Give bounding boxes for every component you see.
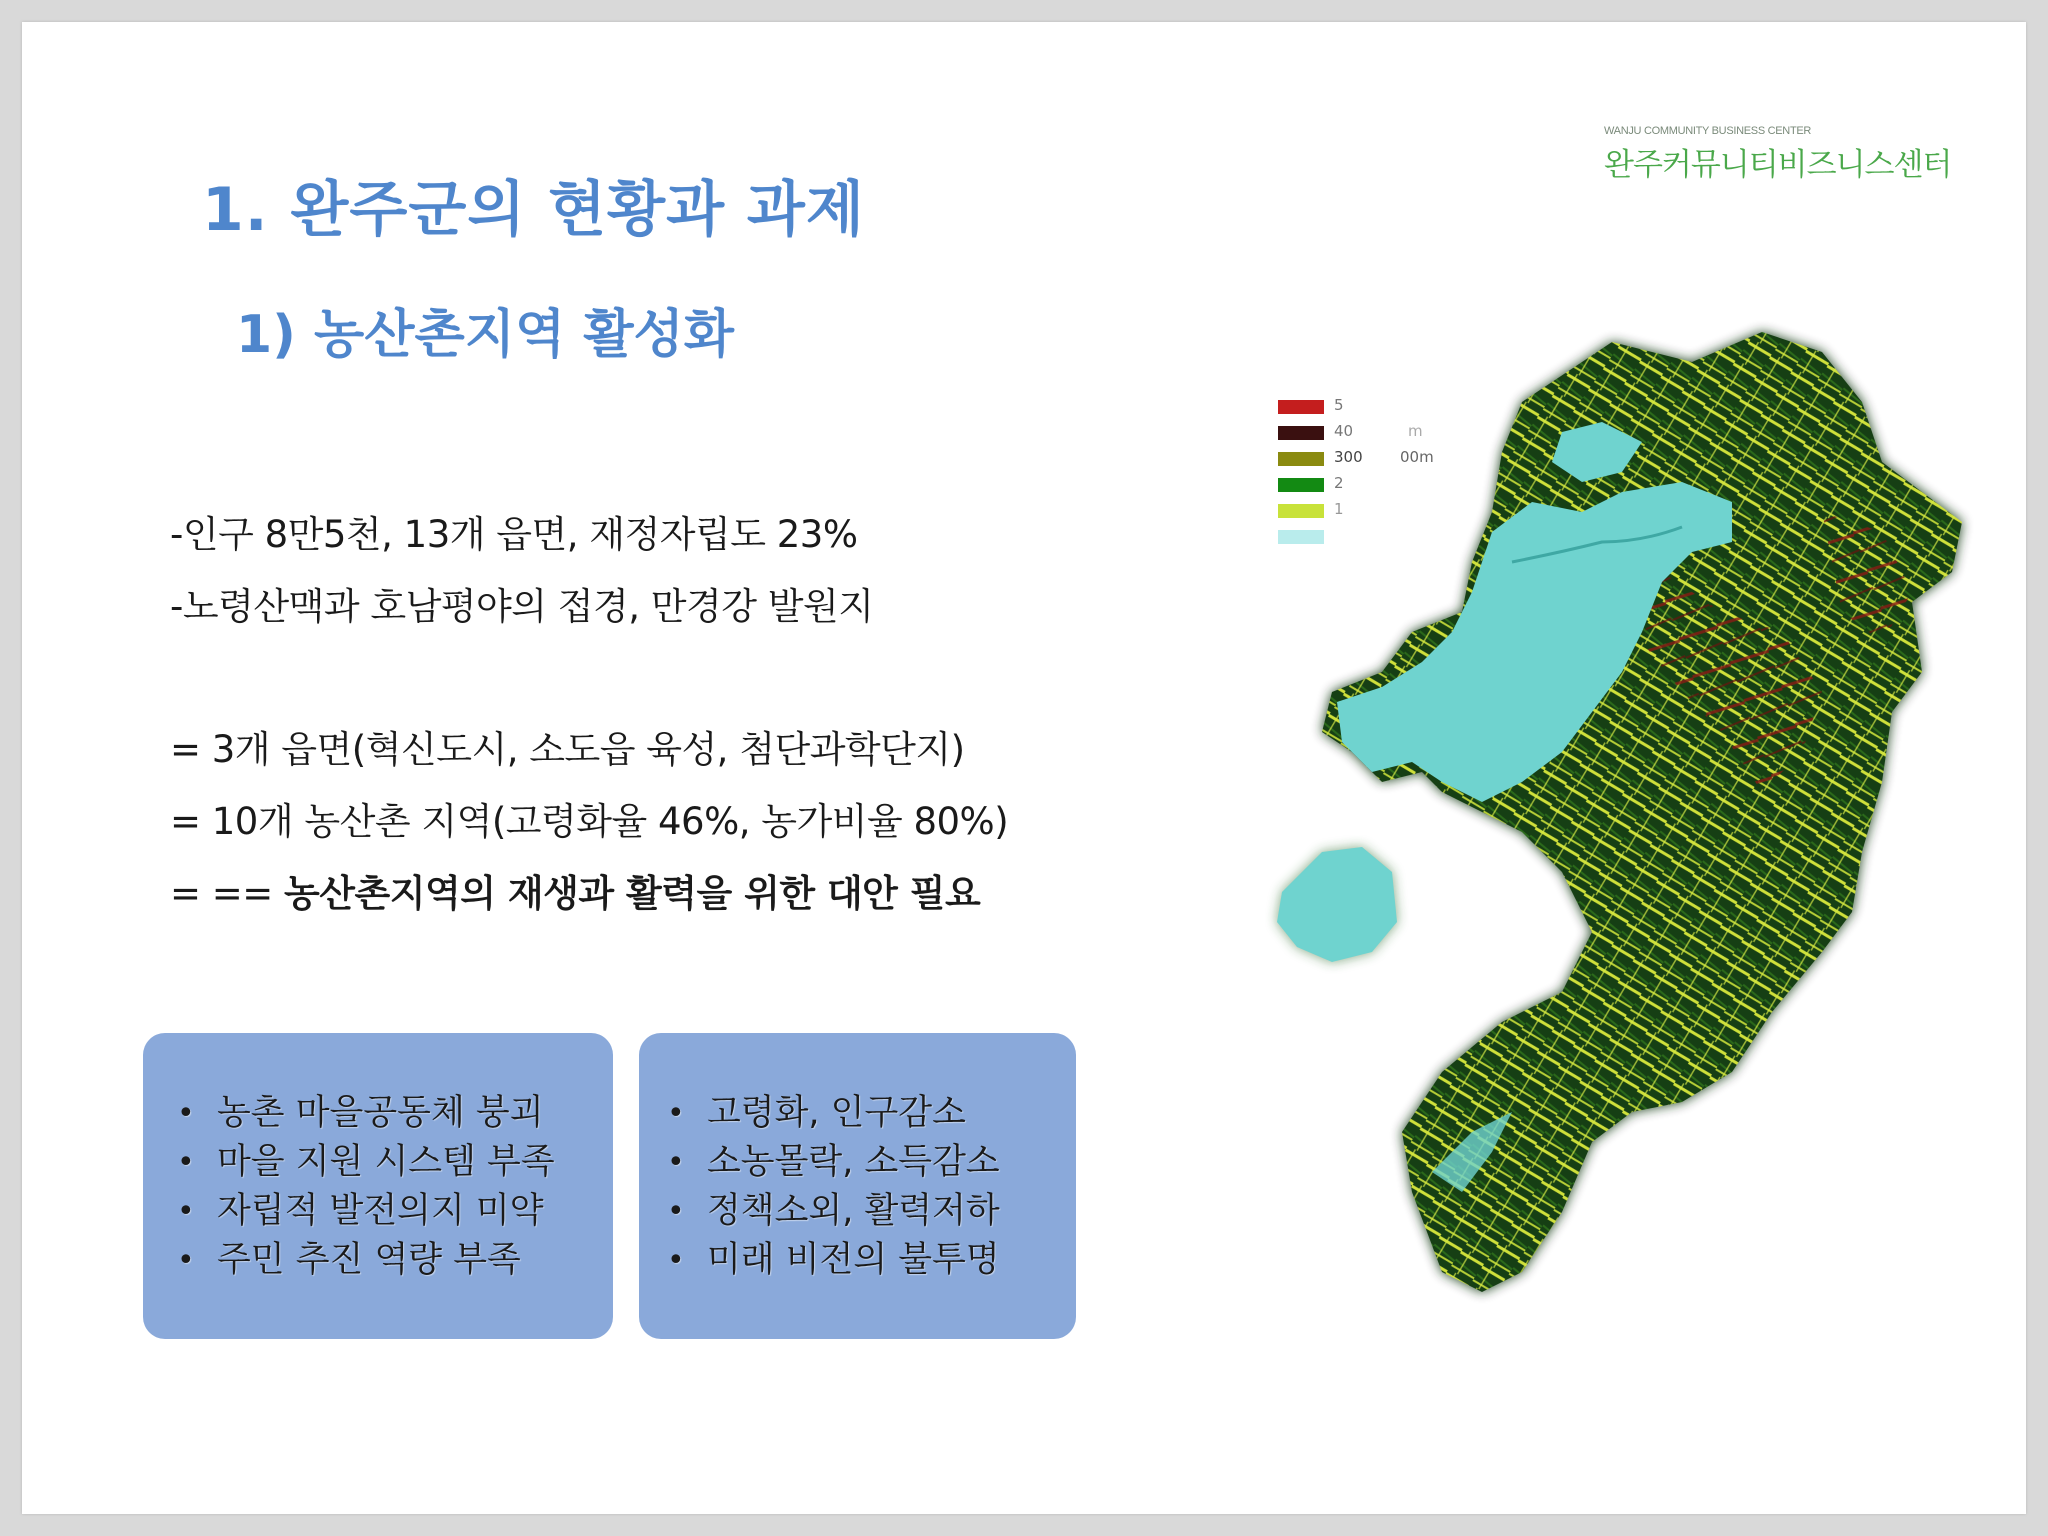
bullet-icon: • bbox=[667, 1194, 685, 1229]
legend-unit: 00m bbox=[1400, 448, 1434, 466]
list-item: • 농촌 마을공동체 붕괴 bbox=[177, 1089, 555, 1138]
bullet-icon: • bbox=[177, 1243, 195, 1278]
issue-list-community bbox=[177, 1089, 555, 1285]
logo-korean-text: 완주커뮤니티비즈니스센터 bbox=[1604, 147, 1952, 183]
slide-title: 1. 완주군의 현황과 과제 bbox=[202, 175, 865, 245]
body-line-urban-areas: = 3개 읍면(혁신도시, 소도읍 육성, 첨단과학단지) bbox=[170, 728, 965, 771]
bullet-icon: • bbox=[177, 1194, 195, 1229]
issue-box-community bbox=[143, 1033, 613, 1339]
body-line-rural-areas: = 10개 농산촌 지역(고령화율 46%, 농가비율 80%) bbox=[170, 800, 1009, 843]
issue-list-economy bbox=[667, 1089, 1000, 1285]
legend-label: 2 bbox=[1334, 474, 1344, 492]
mountain-terrain bbox=[1322, 332, 1962, 1292]
legend-label: 5 bbox=[1334, 396, 1344, 414]
issue-box-economy bbox=[639, 1033, 1076, 1339]
list-item: • 주민 추진 역량 부족 bbox=[177, 1236, 555, 1285]
slide bbox=[22, 22, 2026, 1514]
legend-label: 300 bbox=[1334, 448, 1363, 466]
bullet-icon: • bbox=[177, 1096, 195, 1131]
center-logo bbox=[1604, 125, 1964, 184]
list-item: • 고령화, 인구감소 bbox=[667, 1089, 1000, 1138]
list-item: • 자립적 발전의지 미약 bbox=[177, 1187, 555, 1236]
bullet-icon: • bbox=[667, 1145, 685, 1180]
bullet-icon: • bbox=[667, 1243, 685, 1278]
reservoir-region bbox=[1277, 847, 1397, 962]
bullet-icon: • bbox=[667, 1096, 685, 1131]
list-item: • 마을 지원 시스템 부족 bbox=[177, 1138, 555, 1187]
logo-english-text: WANJU COMMUNITY BUSINESS CENTER bbox=[1604, 125, 1812, 137]
bullet-icon: • bbox=[177, 1145, 195, 1180]
slide-subtitle: 1) 농산촌지역 활성화 bbox=[236, 305, 735, 365]
list-item: • 소농몰락, 소득감소 bbox=[667, 1138, 1000, 1187]
conclusion-bold-text: 농산촌지역의 재생과 활력을 위한 대안 필요 bbox=[284, 872, 981, 915]
body-line-conclusion bbox=[170, 863, 980, 917]
body-line-population: -인구 8만5천, 13개 읍면, 재정자립도 23% bbox=[170, 513, 858, 556]
list-item: • 미래 비전의 불투명 bbox=[667, 1236, 1000, 1285]
legend-unit: m bbox=[1408, 422, 1423, 440]
list-item: • 정책소외, 활력저하 bbox=[667, 1187, 1000, 1236]
conclusion-prefix: = == bbox=[170, 872, 285, 915]
legend-label: 40 bbox=[1334, 422, 1354, 440]
body-line-geography: -노령산맥과 호남평야의 접경, 만경강 발원지 bbox=[170, 585, 874, 628]
elevation-map bbox=[1262, 312, 1982, 1312]
legend-label: 1 bbox=[1334, 500, 1344, 518]
